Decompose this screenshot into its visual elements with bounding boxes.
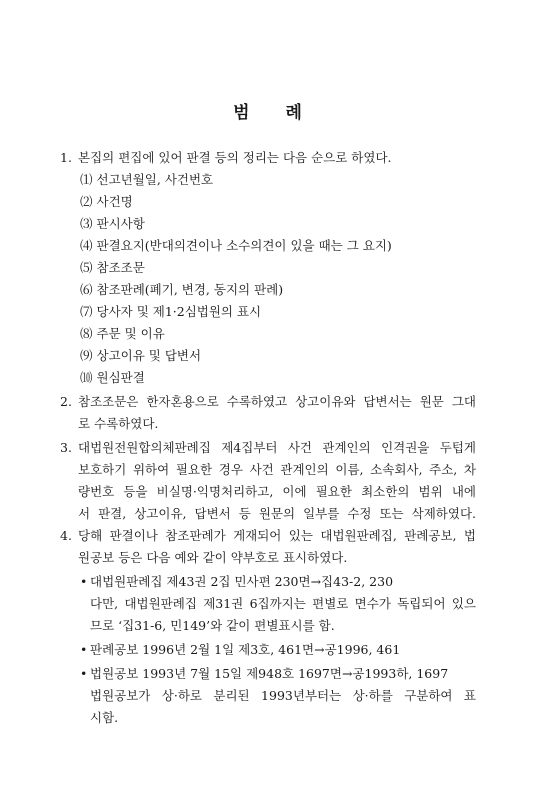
item-1-sub-2 (80, 194, 133, 210)
example-1-main: 대법원판례집 제43권 2집 민사편 230면→집43-2, 230 (90, 574, 394, 589)
sub-number: ⑺ (80, 304, 93, 319)
sub-text: 판결요지(반대의견이나 소수의견이 있을 때는 그 요지) (96, 238, 392, 253)
bullet-icon: • (80, 574, 88, 589)
sub-text: 선고년월일, 사건번호 (96, 172, 214, 187)
example-1-note-2: 므로 ‘집31-6, 민149’와 같이 편별표시를 함. (90, 618, 335, 633)
item-1-number: 1. (60, 150, 72, 165)
item-3-line-1: 대법원전원합의체판례집 제4집부터 사건 관계인의 인격권을 두텁게 (78, 440, 476, 455)
item-1-sub-10 (80, 370, 145, 386)
item-1-sub-6 (80, 282, 283, 298)
sub-text: 주문 및 이유 (96, 326, 165, 341)
item-4-line-2: 원공보 등은 다음 예와 같이 약부호로 표시하였다. (78, 550, 348, 565)
item-3-number: 3. (60, 440, 72, 455)
example-3-main: 법원공보 1993년 7월 15일 제948호 1697면→공1993하, 1697 (90, 666, 449, 681)
sub-number: ⑷ (80, 238, 93, 253)
sub-text: 사건명 (96, 194, 133, 209)
sub-text: 원심판결 (96, 370, 145, 385)
item-1-sub-5 (80, 260, 145, 276)
item-3-line-3: 량번호 등을 비실명·익명처리하고, 이에 필요한 최소한의 범위 내에 (78, 484, 476, 499)
item-3-line-4: 서 판결, 상고이유, 답변서 등 원문의 일부를 수정 또는 삭제하였다. (78, 506, 476, 521)
example-2-main: 판례공보 1996년 2월 1일 제3호, 461면→공1996, 461 (90, 642, 401, 657)
item-2-line-2: 로 수록하였다. (78, 416, 159, 431)
item-4-line-1: 당해 판결이나 참조판례가 게재되어 있는 대법원판례집, 판례공보, 법 (78, 528, 476, 543)
sub-number: ⑸ (80, 260, 93, 275)
sub-number: ⑻ (80, 326, 93, 341)
item-1-sub-4 (80, 238, 392, 254)
item-1-text: 본집의 편집에 있어 판결 등의 정리는 다음 순으로 하였다. (78, 150, 392, 165)
item-1-sub-9 (80, 348, 201, 364)
example-3-note-2: 시함. (90, 710, 119, 725)
bullet-icon: • (80, 642, 88, 657)
example-3-note-1: 법원공보가 상·하로 분리된 1993년부터는 상·하를 구분하여 표 (90, 688, 476, 703)
sub-number: ⑶ (80, 216, 93, 231)
sub-number: ⑼ (80, 348, 93, 363)
item-3-line-2: 보호하기 위하여 필요한 경우 사건 관계인의 이름, 소속회사, 주소, 차 (78, 462, 476, 477)
item-1-sub-3 (80, 216, 145, 232)
item-4-number: 4. (60, 528, 72, 543)
sub-text: 판시사항 (96, 216, 145, 231)
item-1-sub-8 (80, 326, 165, 342)
sub-number: ⑹ (80, 282, 93, 297)
example-1-note-1: 다만, 대법원판례집 제31권 6집까지는 편별로 면수가 독립되어 있으 (90, 596, 476, 611)
sub-number: ⑵ (80, 194, 93, 209)
item-2-line-1: 참조조문은 한자혼용으로 수록하였고 상고이유와 답변서는 원문 그대 (78, 394, 476, 409)
page-title (0, 98, 535, 123)
sub-text: 상고이유 및 답변서 (96, 348, 202, 363)
title-right: 례 (285, 103, 302, 123)
sub-text: 당사자 및 제1·2심법원의 표시 (96, 304, 262, 319)
item-1-sub-1 (80, 172, 213, 188)
bullet-icon: • (80, 666, 88, 681)
sub-text: 참조판례(폐기, 변경, 동지의 판례) (96, 282, 284, 297)
sub-number: ⑴ (80, 172, 93, 187)
sub-number: ⑽ (80, 370, 93, 385)
item-2-number: 2. (60, 394, 72, 409)
title-left: 범 (233, 103, 250, 123)
item-1-sub-7 (80, 304, 261, 320)
sub-text: 참조조문 (96, 260, 145, 275)
